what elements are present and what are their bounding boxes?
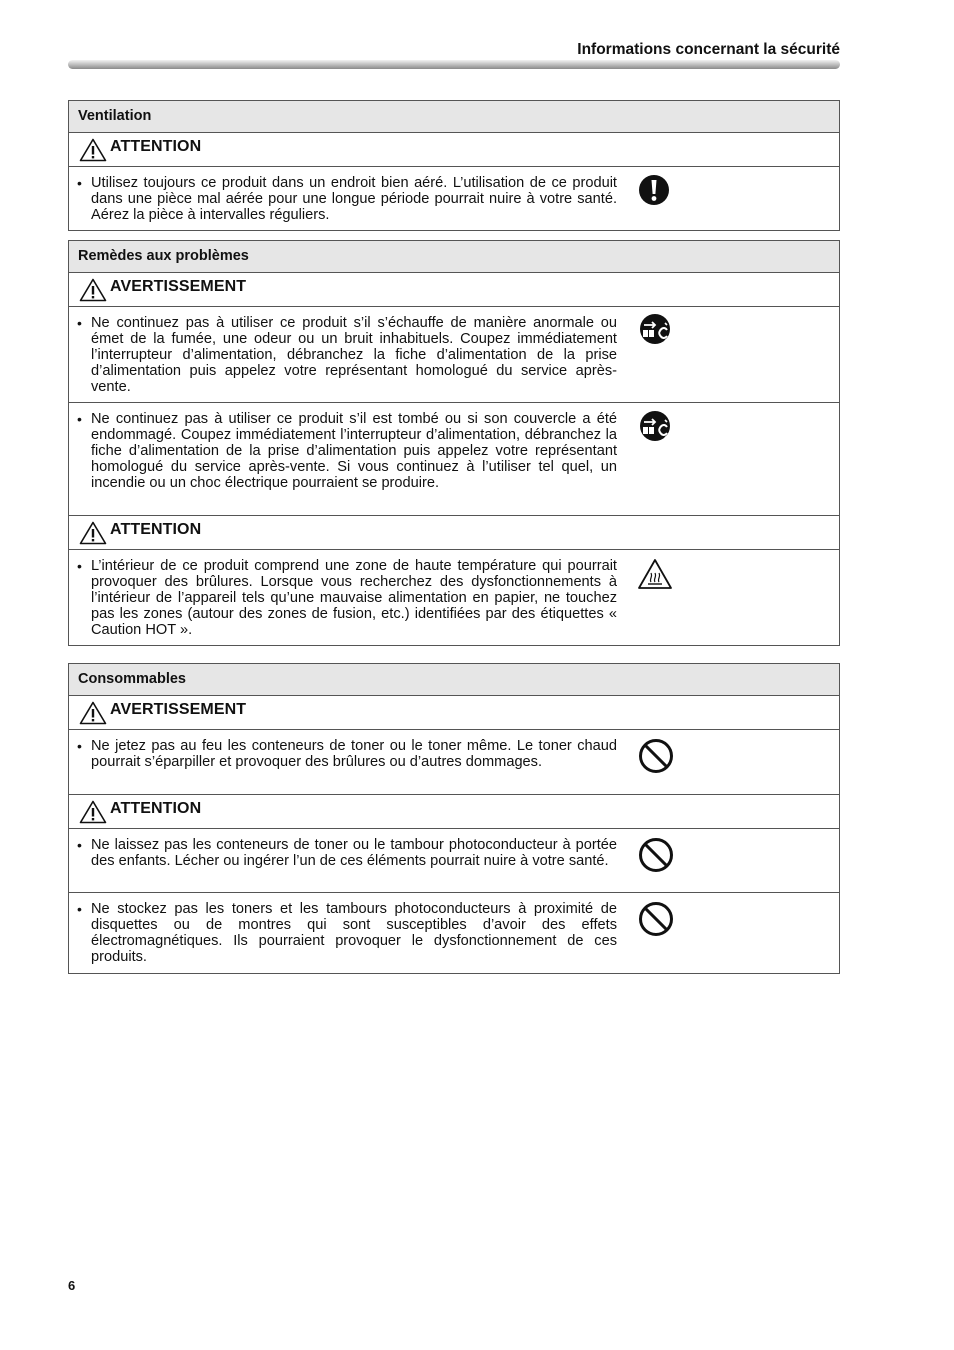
level-row-attention [69, 516, 839, 550]
warning-triangle-icon [79, 521, 107, 545]
section-consommables [68, 663, 840, 974]
safety-item [69, 403, 839, 516]
bullet: • [77, 558, 82, 574]
level-label: ATTENTION [110, 520, 202, 538]
page-header-title: Informations concernant la sécurité [577, 41, 840, 58]
header-divider-bar [68, 60, 840, 69]
safety-item-text: Ne stockez pas les toners et les tambours photoconducteurs à proximité de disquettes ou de montres qui sont susceptibles d’avoir des effets électromagnétiques. Ils pourraient provoquer le dysfonctionnement de ces produits. [91, 901, 617, 965]
safety-item [69, 829, 839, 893]
section-title: Ventilation [69, 101, 839, 133]
level-label: ATTENTION [110, 137, 202, 155]
safety-item [69, 167, 839, 231]
hot-surface-icon [637, 558, 673, 590]
section-title: Remèdes aux problèmes [69, 241, 839, 273]
prohibited-icon [638, 738, 674, 774]
level-label: AVERTISSEMENT [110, 277, 247, 295]
safety-item [69, 550, 839, 646]
section-ventilation [68, 100, 840, 231]
safety-item-text: Ne jetez pas au feu les conteneurs de toner ou le toner même. Le toner chaud pourrait s’éparpiller et provoquer des brûlures ou d’autres dommages. [91, 738, 617, 770]
section-title: Consommables [69, 664, 839, 696]
safety-item [69, 307, 839, 403]
level-row-attention [69, 795, 839, 829]
page-number: 6 [68, 1278, 76, 1293]
safety-item-text: Ne laissez pas les conteneurs de toner ou le tambour photoconducteur à portée des enfants. Lécher ou ingérer l’un de ces éléments pourrait nuire à votre santé. [91, 837, 617, 869]
warning-triangle-icon [79, 701, 107, 725]
section-remedes-aux-problemes [68, 240, 840, 646]
bullet: • [77, 411, 82, 427]
unplug-icon [639, 313, 671, 345]
bullet: • [77, 315, 82, 331]
warning-triangle-icon [79, 800, 107, 824]
level-row-attention [69, 133, 839, 167]
level-label: AVERTISSEMENT [110, 700, 247, 718]
safety-item-text: L’intérieur de ce produit comprend une zone de haute température qui pourrait provoquer des brûlures. Lorsque vous recherchez des dysfonctionnements à l’intérieur de l’appareil tels qu’une mauvaise alimentation en papier, ne touchez pas les zones (autour des zones de fusion, etc.) identifiées par des étiquettes « Caution HOT ». [91, 558, 617, 638]
bullet: • [77, 837, 82, 853]
bullet: • [77, 738, 82, 754]
level-row-avertissement [69, 273, 839, 307]
safety-item-text: Ne continuez pas à utiliser ce produit s’il s’échauffe de manière anormale ou émet de la fumée, une odeur ou un bruit inhabituels. Coupez immédiatement l’interrupteur d’alimentation, débranchez la fiche d’alimentation de la prise d’alimentation puis appelez votre représentant homologué du service après-vente. [91, 315, 617, 395]
level-row-avertissement [69, 696, 839, 730]
safety-item [69, 893, 839, 974]
safety-item-text: Ne continuez pas à utiliser ce produit s’il est tombé ou si son couvercle a été endommagé. Coupez immédiatement l’interrupteur d’alimentation, débranchez la fiche d’alimentation de la prise d’alimentation puis appelez votre représentant homologué du service après-vente. Si vous continuez à l’utiliser tel quel, un incendie ou un choc électrique pourraient se produire. [91, 411, 617, 491]
safety-item [69, 730, 839, 795]
warning-triangle-icon [79, 278, 107, 302]
warning-triangle-icon [79, 138, 107, 162]
bullet: • [77, 175, 82, 191]
level-label: ATTENTION [110, 799, 202, 817]
unplug-icon [639, 410, 671, 442]
prohibited-icon [638, 901, 674, 937]
safety-item-text: Utilisez toujours ce produit dans un endroit bien aéré. L’utilisation de ce produit dans une pièce mal aérée pour une longue période pourrait nuire à votre santé. Aérez la pièce à intervalles réguliers. [91, 175, 617, 223]
mandatory-exclamation-icon [638, 174, 670, 206]
bullet: • [77, 901, 82, 917]
prohibited-icon [638, 837, 674, 873]
